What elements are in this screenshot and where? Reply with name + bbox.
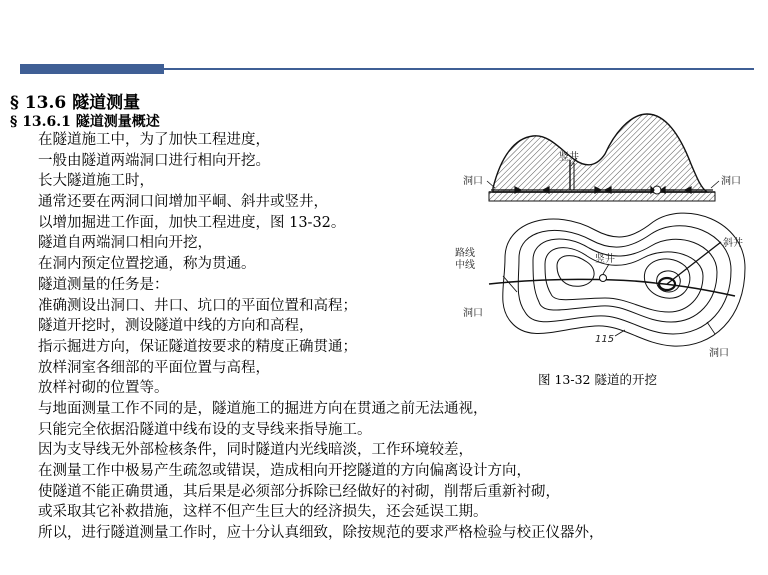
mountain-profile: [493, 114, 707, 192]
portal-right-label: 洞口: [721, 176, 741, 187]
contour-5: [557, 256, 594, 287]
route-label-2: 中线: [455, 260, 475, 271]
body-line: 长大隧道施工时，: [38, 173, 154, 190]
profile-section: [463, 114, 741, 201]
route-label-1: 路线: [455, 248, 475, 259]
shaft-label: 竖井: [559, 152, 579, 163]
body-line: 隧道测量的任务是：: [38, 276, 169, 293]
incline-shaft-line: [667, 242, 721, 284]
ground-strip: [489, 192, 715, 201]
body-line: 指示掘进方向，保证隧道按要求的精度正确贯通；: [38, 338, 357, 355]
plan-shaft-circle: [600, 275, 607, 282]
subsection-title: § 13.6.1 隧道测量概述: [10, 114, 160, 130]
body-line: 隧道开挖时，测设隧道中线的方向和高程，: [38, 318, 314, 335]
body-line: 放样洞室各细部的平面位置与高程，: [38, 359, 270, 376]
tunnel-diagram: [445, 108, 763, 370]
contour-value-label: 115: [595, 334, 615, 345]
portal-left-plan-label: 洞口: [463, 308, 483, 319]
body-line: 放样衬砌的位置等。: [38, 380, 169, 397]
tunnel-excavation-figure: [445, 108, 763, 390]
body-line: 所以，进行隧道测量工作时，应十分认真细致，除按规范的要求严格检验与校正仪器外，: [38, 525, 604, 542]
body-line: 使隧道不能正确贯通，其后果是必须部分拆除已经做好的衬砌，削帮后重新衬砌，: [38, 483, 560, 500]
body-line: 因为支导线无外部检核条件，同时隧道内光线暗淡，工作环境较差，: [38, 442, 473, 459]
header-bar-line: [164, 68, 754, 70]
plan-view: [489, 213, 745, 346]
body-line: 通常还要在两洞口间增加平峒、斜井或竖井，: [38, 194, 328, 211]
figure-caption: 图 13-32 隧道的开挖: [538, 372, 657, 387]
route-centerline: [489, 279, 735, 296]
body-line: 准确测设出洞口、井口、坑口的平面位置和高程；: [38, 297, 357, 314]
header-bar-accent: [20, 64, 164, 74]
plan-shaft-label: 竖井: [595, 254, 615, 265]
body-line: 以增加掘进工作面，加快工程进度，图 13-32。: [38, 214, 346, 231]
section-title: § 13.6 隧道测量: [10, 93, 141, 113]
body-line: 只能完全依据沿隧道中线布设的支导线来指导施工。: [38, 421, 372, 438]
body-line: 与地面测量工作不同的是，隧道施工的掘进方向在贯通之前无法通视，: [38, 400, 488, 417]
body-line: 在隧道施工中，为了加快工程进度，: [38, 132, 270, 148]
body-line: 在洞内预定位置挖通，称为贯通。: [38, 256, 256, 273]
body-line: 隧道自两端洞口相向开挖，: [38, 235, 212, 252]
body-line: 在测量工作中极易产生疏忽或错误，造成相向开挖隧道的方向偏离设计方向，: [38, 463, 531, 479]
incline-shaft-label: 斜井: [723, 238, 743, 249]
body-line: 或采取其它补救措施，这样不但产生巨大的经济损失，还会延误工期。: [38, 504, 488, 521]
portal-left-label: 洞口: [463, 176, 483, 187]
body-line: 一般由隧道两端洞口进行相向开挖。: [38, 152, 270, 169]
portal-right-plan-label: 洞口: [709, 348, 729, 359]
